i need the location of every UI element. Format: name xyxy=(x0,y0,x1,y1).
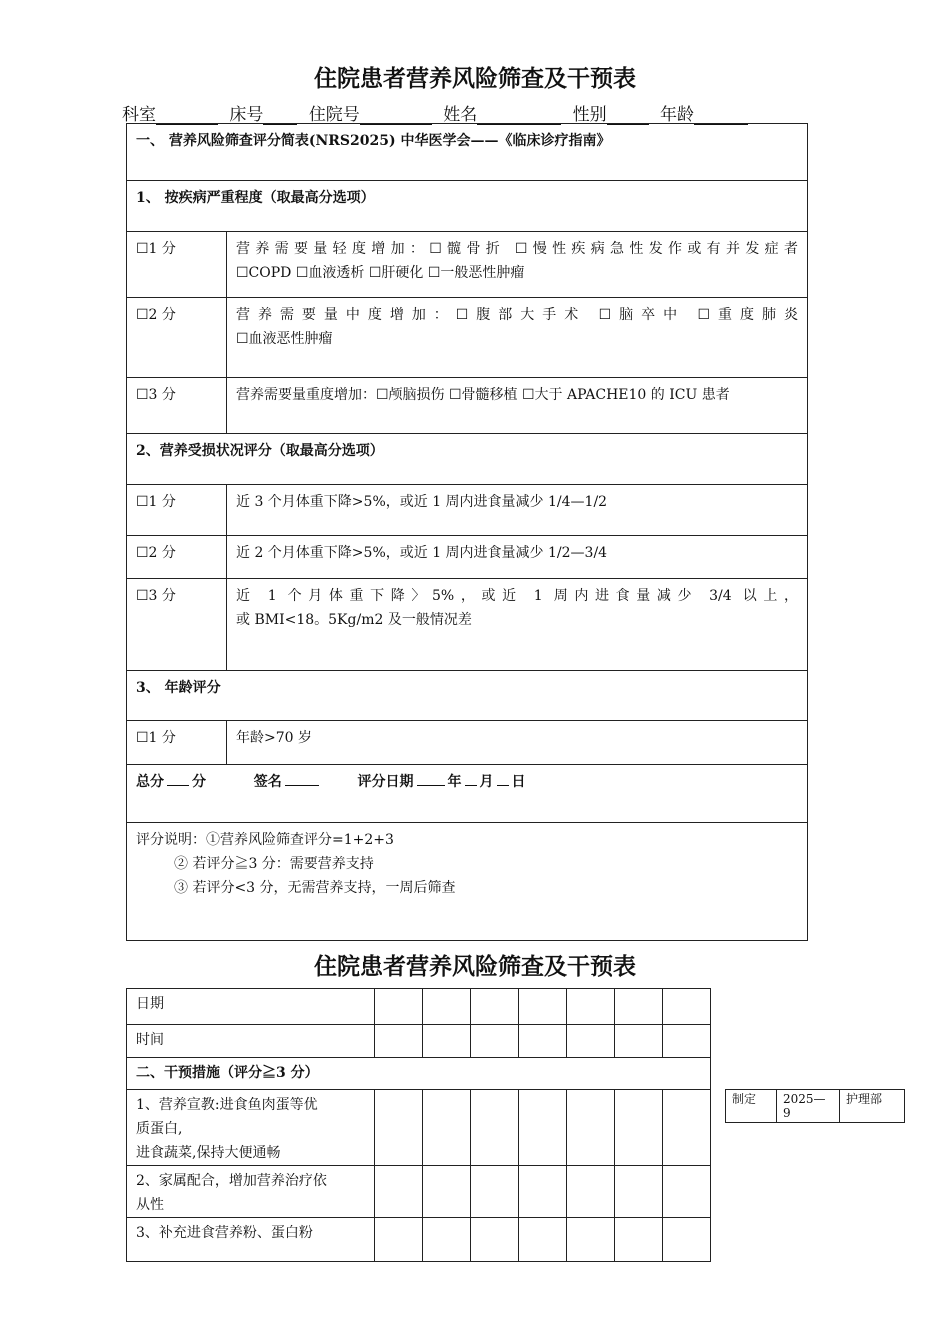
date-cell[interactable] xyxy=(375,989,423,1025)
nutrition-row xyxy=(127,485,808,536)
check-cell[interactable] xyxy=(423,1090,471,1166)
fen-label: 分 xyxy=(192,774,206,790)
dept-label: 科室 xyxy=(122,105,156,125)
check-cell[interactable] xyxy=(615,1218,663,1262)
time-cell[interactable] xyxy=(567,1025,615,1058)
total-field[interactable] xyxy=(167,771,189,786)
note-line: 评分说明：①营养风险筛查评分=1+2+3 xyxy=(136,832,394,848)
check-cell[interactable] xyxy=(615,1166,663,1218)
nrs-screening-table xyxy=(126,123,808,941)
section2-title: 住院患者营养风险筛查及干预表 xyxy=(314,953,636,980)
disease-desc-2a: 营养需要量中度增加：☐腹部大手术 ☐脑卒中 ☐重度肺炎 xyxy=(236,307,798,323)
nutrition-desc-1: 近 3 个月体重下降>5%，或近 1 周内进食量减少 1/4—1/2 xyxy=(227,485,808,536)
disease-row xyxy=(127,378,808,434)
time-cell[interactable] xyxy=(471,1025,519,1058)
check-cell[interactable] xyxy=(519,1090,567,1166)
intervention-item-1: 1、营养宣教:进食鱼肉蛋等优 质蛋白, 进食蔬菜,保持大便通畅 xyxy=(127,1090,375,1166)
check-cell[interactable] xyxy=(663,1166,711,1218)
time-cell[interactable] xyxy=(615,1025,663,1058)
date-cell[interactable] xyxy=(471,989,519,1025)
day-label: 日 xyxy=(511,774,526,790)
disease-heading: 1、 按疾病严重程度（取最高分选项） xyxy=(127,181,808,232)
check-cell[interactable] xyxy=(519,1166,567,1218)
age-row xyxy=(127,721,808,765)
nutrition-desc-2: 近 2 个月体重下降>5%，或近 1 周内进食量减少 1/2—3/4 xyxy=(227,536,808,579)
month-field[interactable] xyxy=(465,771,477,786)
disease-desc-2b: ☐血液恶性肿瘤 xyxy=(236,331,333,347)
disease-row xyxy=(127,298,808,378)
disease-score-3[interactable]: ☐3 分 xyxy=(127,378,227,434)
name-label: 姓名 xyxy=(443,105,478,125)
year-label: 年 xyxy=(447,774,462,790)
nutrition-row xyxy=(127,579,808,671)
date-cell[interactable] xyxy=(423,989,471,1025)
check-cell[interactable] xyxy=(471,1218,519,1262)
sex-label: 性别 xyxy=(572,105,607,125)
date-row-label: 日期 xyxy=(127,989,375,1025)
age-label: 年龄 xyxy=(660,105,695,125)
date-cell[interactable] xyxy=(567,989,615,1025)
date-cell[interactable] xyxy=(663,989,711,1025)
disease-desc-1b: ☐COPD ☐血液透析 ☐肝硬化 ☐一般恶性肿瘤 xyxy=(236,265,525,281)
date-label: 评分日期 xyxy=(357,774,414,790)
day-field[interactable] xyxy=(497,771,509,786)
time-cell[interactable] xyxy=(663,1025,711,1058)
time-cell[interactable] xyxy=(375,1025,423,1058)
disease-score-2[interactable]: ☐2 分 xyxy=(127,298,227,378)
check-cell[interactable] xyxy=(567,1166,615,1218)
intervention-item-3: 3、补充进食营养粉、蛋白粉 xyxy=(127,1218,375,1262)
check-cell[interactable] xyxy=(375,1218,423,1262)
check-cell[interactable] xyxy=(471,1166,519,1218)
made-date: 2025—9 xyxy=(777,1090,840,1123)
time-cell[interactable] xyxy=(423,1025,471,1058)
note-line: ② 若评分≧3 分：需要营养支持 xyxy=(174,856,374,872)
summary-row xyxy=(127,765,808,823)
age-desc: 年龄>70 岁 xyxy=(227,721,808,765)
sign-label: 签名 xyxy=(253,774,282,790)
nutrition-score-3[interactable]: ☐3 分 xyxy=(127,579,227,671)
total-label: 总分 xyxy=(136,774,164,790)
check-cell[interactable] xyxy=(663,1218,711,1262)
footer-stamp-table xyxy=(725,1089,905,1123)
check-cell[interactable] xyxy=(615,1090,663,1166)
age-heading: 3、 年龄评分 xyxy=(127,671,808,721)
check-cell[interactable] xyxy=(519,1218,567,1262)
nutrition-row xyxy=(127,536,808,579)
time-cell[interactable] xyxy=(519,1025,567,1058)
disease-desc-3a: 营养需要量重度增加：☐颅脑损伤 ☐骨髓移植 ☐大于 APACHE10 的 ICU 患者 xyxy=(236,387,730,403)
scoring-notes xyxy=(127,823,808,941)
nutrition-desc-3a: 近 1 个月体重下降〉5%，或近 1 周内进食量减少 3/4 以上， xyxy=(236,588,798,604)
age-score[interactable]: ☐1 分 xyxy=(127,721,227,765)
page-title: 住院患者营养风险筛查及干预表 xyxy=(314,65,636,92)
check-cell[interactable] xyxy=(567,1090,615,1166)
nutrition-heading: 2、营养受损状况评分（取最高分选项） xyxy=(127,434,808,485)
month-label: 月 xyxy=(479,774,494,790)
check-cell[interactable] xyxy=(375,1166,423,1218)
check-cell[interactable] xyxy=(663,1090,711,1166)
disease-score-1[interactable]: ☐1 分 xyxy=(127,232,227,298)
disease-desc-1a: 营养需要量轻度增加：☐髋骨折 ☐慢性疾病急性发作或有并发症者 xyxy=(236,241,798,257)
sign-field[interactable] xyxy=(285,771,319,786)
disease-row xyxy=(127,232,808,298)
section1-heading: 一、 营养风险筛查评分简表(NRS2025) 中华医学会——《临床诊疗指南》 xyxy=(127,124,808,181)
time-row-label: 时间 xyxy=(127,1025,375,1058)
check-cell[interactable] xyxy=(375,1090,423,1166)
nutrition-desc-3b: 或 BMI<18。5Kg/m2 及一般情况差 xyxy=(236,612,472,628)
check-cell[interactable] xyxy=(423,1218,471,1262)
note-line: ③ 若评分<3 分，无需营养支持，一周后筛查 xyxy=(174,880,456,896)
check-cell[interactable] xyxy=(423,1166,471,1218)
made-dept: 护理部 xyxy=(840,1090,905,1123)
date-cell[interactable] xyxy=(519,989,567,1025)
bed-label: 床号 xyxy=(229,105,264,125)
check-cell[interactable] xyxy=(567,1218,615,1262)
nutrition-score-1[interactable]: ☐1 分 xyxy=(127,485,227,536)
intervention-heading: 二、干预措施（评分≧3 分） xyxy=(127,1058,711,1090)
check-cell[interactable] xyxy=(471,1090,519,1166)
admission-no-label: 住院号 xyxy=(308,105,360,125)
nutrition-score-2[interactable]: ☐2 分 xyxy=(127,536,227,579)
date-cell[interactable] xyxy=(615,989,663,1025)
year-field[interactable] xyxy=(417,771,445,786)
made-label: 制定 xyxy=(726,1090,777,1123)
intervention-item-2: 2、家属配合，增加营养治疗依 从性 xyxy=(127,1166,375,1218)
patient-info-header xyxy=(122,100,812,125)
intervention-table xyxy=(126,988,711,1262)
